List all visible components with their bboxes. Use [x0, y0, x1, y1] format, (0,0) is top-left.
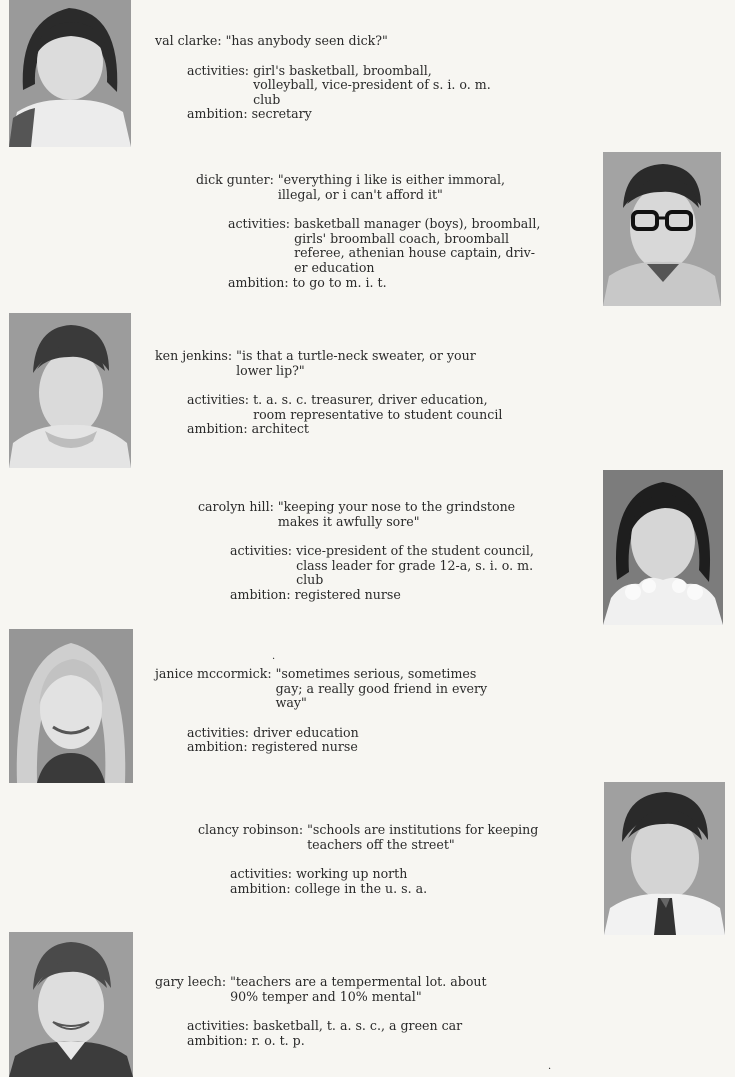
student-name: ken jenkins: [155, 348, 228, 363]
ambition-label: ambition:: [187, 739, 248, 755]
activities-value: basketball manager (boys), broomball, girls' broomball coach, broomball referee, athenian house captain, driv- er education: [294, 216, 541, 275]
activities-label: activities:: [228, 216, 291, 232]
ambition-label: ambition:: [230, 880, 291, 896]
student-entry-val-clarke: val clarke : "has anybody seen dick?" activities: girl's basketball, broomball, volleyball, vice-president of s. i. o. m. club ambition: secretary: [155, 33, 491, 122]
activities-label: activities:: [230, 543, 293, 559]
student-quote: "everything i like is either immoral, illegal, or i can't afford it": [277, 172, 506, 202]
ambition-value: to go to m. i. t.: [292, 274, 387, 290]
student-photo-janice-mccormick: [9, 629, 133, 783]
ambition-label: ambition:: [187, 106, 248, 122]
ambition-value: architect: [251, 421, 309, 437]
ambition-value: r. o. t. p.: [251, 1032, 305, 1048]
activities-label: activities:: [187, 1018, 250, 1034]
student-name: val clarke: [155, 33, 218, 48]
ambition-label: ambition:: [230, 586, 291, 602]
student-name: clancy robinson: [198, 822, 299, 837]
ambition-label: ambition:: [187, 421, 248, 437]
activities-label: activities:: [187, 62, 250, 78]
student-photo-clancy-robinson: [604, 782, 725, 935]
student-quote: "teachers are a tempermental lot. about 90% temper and 10% mental": [230, 974, 487, 1004]
student-photo-val-clarke: [9, 0, 131, 147]
student-quote: "sometimes serious, sometimes gay; a really good friend in every way": [275, 666, 488, 711]
activities-value: vice-president of the student council, class leader for grade 12-a, s. i. o. m. club: [296, 543, 534, 588]
student-photo-gary-leech: [9, 932, 133, 1077]
student-photo-dick-gunter: [603, 152, 721, 306]
student-quote: "is that a turtle-neck sweater, or your lower lip?": [236, 348, 476, 378]
student-name: gary leech: [155, 974, 222, 989]
student-entry-dick-gunter: dick gunter : "everything i like is either immoral, illegal, or i can't afford it" activities: basketball manager (boys), broomball, girls' broomball coach, broomball referee, athenian house captain, driv- er education ambition: to go to m. i. t.: [196, 172, 541, 290]
student-entry-ken-jenkins: ken jenkins : "is that a turtle-neck sweater, or your lower lip?" activities: t. a. s. c. treasurer, driver education, room representative to student council ambition: architect: [155, 348, 503, 437]
student-quote: "has anybody seen dick?": [225, 33, 388, 48]
student-photo-ken-jenkins: [9, 313, 131, 468]
student-quote: "keeping your nose to the grindstone makes it awfully sore": [277, 499, 516, 529]
activities-value: girl's basketball, broomball, volleyball, vice-president of s. i. o. m. club: [253, 62, 491, 107]
student-name: carolyn hill: [198, 499, 270, 514]
activities-value: driver education: [253, 724, 359, 740]
activities-value: basketball, t. a. s. c., a green car: [253, 1018, 463, 1034]
student-name: dick gunter: [196, 172, 270, 187]
ambition-label: ambition:: [228, 274, 289, 290]
ambition-value: secretary: [251, 106, 312, 122]
student-entry-gary-leech: gary leech : "teachers are a tempermental lot. about 90% temper and 10% mental" activities: basketball, t. a. s. c., a green car ambition: r. o. t. p.: [155, 974, 487, 1048]
activities-value: working up north: [296, 866, 408, 882]
activities-label: activities:: [187, 392, 250, 408]
activities-label: activities:: [230, 866, 293, 882]
print-speck: ·: [272, 654, 276, 665]
ambition-value: college in the u. s. a.: [294, 880, 428, 896]
student-entry-janice-mccormick: janice mccormick : "sometimes serious, sometimes gay; a really good friend in every way" activities: driver education ambition: registered nurse: [155, 666, 488, 755]
activities-value: t. a. s. c. treasurer, driver education, room representative to student council: [253, 392, 503, 422]
student-quote: "schools are institutions for keeping teachers off the street": [307, 822, 539, 852]
student-name: janice mccormick: [155, 666, 268, 681]
ambition-label: ambition:: [187, 1032, 248, 1048]
student-entry-carolyn-hill: carolyn hill : "keeping your nose to the grindstone makes it awfully sore" activities: vice-president of the student council, class leader for grade 12-a, s. i. o. m. club ambition: registered nurse: [198, 499, 534, 602]
ambition-value: registered nurse: [294, 586, 401, 602]
activities-label: activities:: [187, 724, 250, 740]
ambition-value: registered nurse: [251, 739, 358, 755]
student-photo-carolyn-hill: [603, 470, 723, 625]
print-speck: ·: [548, 1064, 552, 1075]
student-entry-clancy-robinson: clancy robinson : "schools are institutions for keeping teachers off the street" activities: working up north ambition: college in the u. s. a.: [198, 822, 539, 896]
